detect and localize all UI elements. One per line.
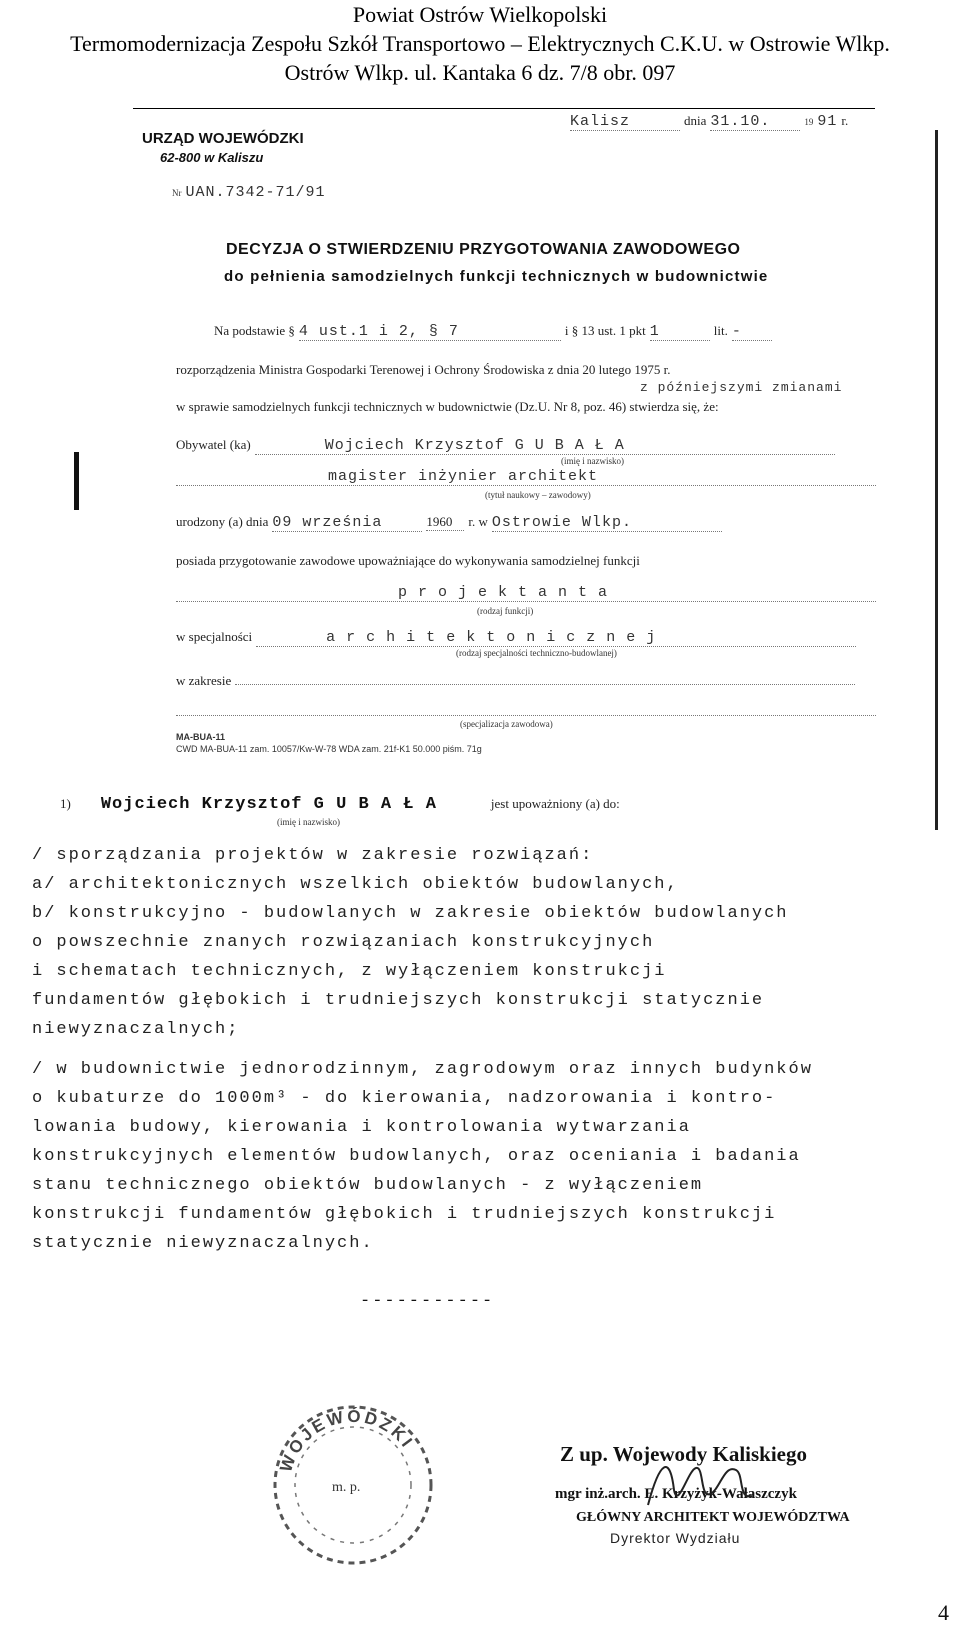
born-r: r. w (468, 514, 488, 529)
header-line-1: Powiat Ostrów Wielkopolski (352, 2, 608, 27)
handwritten-signature (640, 1450, 760, 1520)
citizen-caption: (imię i nazwisko) (561, 456, 624, 466)
place-value: Kalisz (570, 113, 680, 131)
birth-line (176, 513, 722, 532)
left-scan-mark (74, 452, 79, 510)
body-line: / sporządzania projektów w zakresie rozwiązań: (32, 846, 594, 865)
basis-label: Na podstawie § (214, 323, 295, 338)
regulation-text-2: w sprawie samodzielnych funkcji technicznych w budownictwie (Dz.U. Nr 8, poz. 46) stwierdza się, że: (176, 399, 719, 414)
basis-value: 4 ust.1 i 2, § 7 (299, 323, 561, 341)
scope-label: w zakresie (176, 673, 232, 688)
form-code-1: MA-BUA-11 (176, 732, 226, 742)
born-label: urodzony (a) dnia (176, 514, 269, 529)
citizen-label: Obywatel (ka) (176, 437, 251, 452)
body-line: niewyznaczalnych; (32, 1020, 240, 1039)
degree-caption: (tytuł naukowy – zawodowy) (485, 490, 591, 500)
body-line: konstrukcyjnych elementów budowlanych, oraz oceniania i badania (32, 1147, 801, 1166)
body-line: b/ konstrukcyjno - budowlanych w zakresie obiektów budowlanych (32, 904, 789, 923)
basis-pkt: 1 (650, 323, 710, 341)
basis-lit-value: - (732, 323, 772, 341)
scope-caption: (specjalizacja zawodowa) (460, 719, 553, 729)
scope-line (176, 672, 855, 690)
decision-title: DECYZJA O STWIERDZENIU PRZYGOTOWANIA ZAWODOWEGO (226, 241, 741, 258)
function-value: p r o j e k t a n t a (176, 584, 876, 602)
year-suffix: r. (841, 113, 849, 128)
place-date (570, 112, 848, 131)
born-place: Ostrowie Wlkp. (492, 514, 722, 532)
citizen-line (176, 436, 835, 455)
end-dashes: ----------- (360, 1292, 495, 1311)
amendments-note: z późniejszymi zmianami (640, 380, 843, 395)
scope-blank (235, 674, 855, 685)
body-line: lowania budowy, kierowania i kontrolowania wytwarzania (32, 1118, 691, 1137)
born-year: 1960 (426, 514, 464, 531)
right-scan-edge (935, 130, 938, 830)
body-line: konstrukcji fundamentów głębokich i trudniejszych konstrukcji (32, 1205, 777, 1224)
body-line: stanu technicznego obiektów budowlanych - z wyłączeniem (32, 1176, 704, 1195)
page-number: 4 (938, 1600, 949, 1625)
auth-name: Wojciech Krzysztof G U B A Ł A (100, 795, 437, 814)
sig-line-3: GŁÓWNY ARCHITEKT WOJEWÓDZTWA (576, 1510, 850, 1525)
sig-line-1: Z up. Wojewody Kaliskiego (560, 1442, 807, 1466)
office-address: 62-800 w Kaliszu (160, 150, 264, 165)
sig-line-2: mgr inż.arch. E. Krzyżyk-Wałaszczyk (555, 1486, 797, 1502)
header-line-3: Ostrów Wlkp. ul. Kantaka 6 dz. 7/8 obr. 097 (284, 60, 676, 85)
born-date: 09 września (272, 514, 422, 532)
legal-basis (214, 322, 772, 341)
function-caption: (rodzaj funkcji) (477, 606, 534, 616)
top-rule (133, 108, 875, 109)
spec-label: w specjalności (176, 629, 253, 644)
svg-text:WOJEWÓDZKI: WOJEWÓDZKI (276, 1406, 418, 1475)
body-line: statycznie niewyznaczalnych. (32, 1234, 374, 1253)
body-line: o kubaturze do 1000m³ - do kierowania, nadzorowania i kontro- (32, 1089, 777, 1108)
spec-value: a r c h i t e k t o n i c z n e j (256, 629, 856, 647)
specialty-line (176, 628, 856, 647)
decision-subtitle: do pełnienia samodzielnych funkcji technicznych w budownictwie (224, 268, 769, 285)
date-label: dnia (684, 113, 707, 128)
citizen-name: Wojciech Krzysztof G U B A Ł A (255, 437, 835, 455)
degree-value: magister inżynier architekt (176, 468, 876, 486)
ref-value: UAN.7342-71/91 (185, 184, 326, 201)
basis-lit: lit. (713, 323, 728, 338)
sig-line-4: Dyrektor Wydziału (610, 1530, 741, 1546)
basis-mid: i § 13 ust. 1 pkt (564, 323, 646, 338)
year-value: 91 (817, 113, 838, 130)
regulation-text: rozporządzenia Ministra Gospodarki Terenowej i Ochrony Środowiska z dnia 20 lutego 1975 r. (176, 362, 671, 377)
date-value: 31.10. (710, 113, 800, 131)
auth-tail: jest upoważniony (a) do: (490, 796, 620, 811)
ref-label: Nr (172, 188, 182, 198)
stamp-mp: m. p. (332, 1480, 361, 1495)
authorization-line (60, 795, 620, 814)
body-line: o powszechnie znanych rozwiązaniach konstrukcyjnych (32, 933, 655, 952)
body-line: i schematach technicznych, z wyłączeniem konstrukcji (32, 962, 667, 981)
body-line: / w budownictwie jednorodzinnym, zagrodowym oraz innych budynków (32, 1060, 813, 1079)
year-prefix: 19 (804, 117, 814, 127)
possesses-text: posiada przygotowanie zawodowe upoważniające do wykonywania samodzielnej funkcji (176, 553, 640, 568)
body-line: fundamentów głębokich i trudniejszych konstrukcji statycznie (32, 991, 765, 1010)
body-line: a/ architektonicznych wszelkich obiektów budowlanych, (32, 875, 679, 894)
office-name: URZĄD WOJEWÓDZKI (142, 130, 304, 147)
auth-caption: (imię i nazwisko) (277, 817, 340, 827)
header-line-2: Termomodernizacja Zespołu Szkół Transportowo – Elektrycznych C.K.U. w Ostrowie Wlkp. (70, 31, 890, 56)
spec-caption: (rodzaj specjalności techniczno-budowlanej) (456, 648, 617, 658)
auth-number: 1) (60, 796, 71, 811)
reference-number (172, 183, 326, 201)
scope-blank-2 (176, 714, 876, 716)
form-code-2: CWD MA-BUA-11 zam. 10057/Kw-W-78 WDA zam. 21f-K1 50.000 piśm. 71g (176, 744, 482, 754)
